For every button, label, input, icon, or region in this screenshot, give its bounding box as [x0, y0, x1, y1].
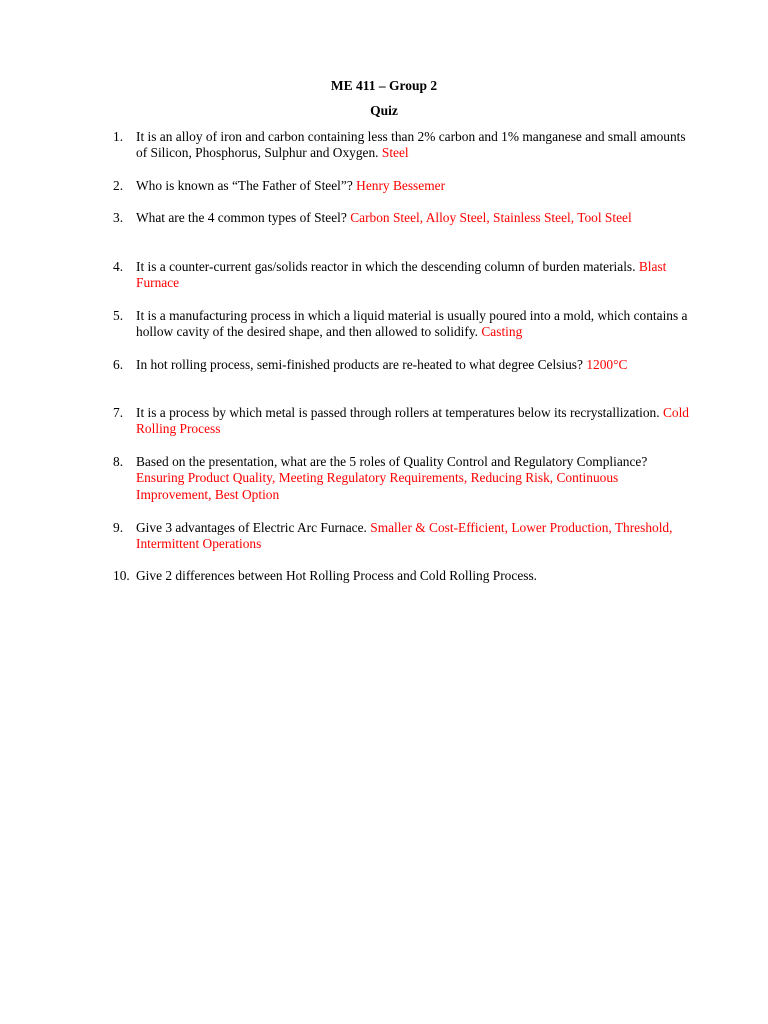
question-text-block [136, 405, 696, 438]
quiz-title: Quiz [370, 103, 398, 118]
question-text: In hot rolling process, semi-finished products are re-heated to what degree Celsius? [136, 357, 583, 372]
answer-text: Smaller & Cost-Efficient, Lower Production, Threshold, Intermittent Operations [136, 520, 673, 552]
question-number: 7. [113, 405, 124, 420]
question-text: Based on the presentation, what are the 5 roles of Quality Control and Regulatory Compliance? [136, 454, 648, 469]
question-text: It is a process by which metal is passed through rollers at temperatures below its recrystallization. [136, 405, 660, 420]
course-title: ME 411 – Group 2 [330, 78, 438, 93]
question-text: It is an alloy of iron and carbon containing less than 2% carbon and 1% manganese and small amounts of Silicon, Phosphorus, Sulphur and Oxygen. [136, 129, 686, 161]
question-text-block [136, 129, 696, 162]
answer-text: 1200°C [586, 357, 628, 372]
question-text: Give 2 differences between Hot Rolling Process and Cold Rolling Process. [136, 568, 538, 583]
question-number: 10. [113, 568, 130, 583]
question-text-block [136, 454, 696, 503]
question-number: 8. [113, 454, 124, 469]
question-text-block [136, 357, 696, 373]
question-text-block [136, 259, 696, 292]
question-text: Give 3 advantages of Electric Arc Furnace. [136, 520, 367, 535]
question-text-block [136, 520, 696, 553]
question-number: 6. [113, 357, 124, 372]
question-number: 5. [113, 308, 124, 323]
question-number: 3. [113, 210, 124, 225]
answer-text: Blast Furnace [136, 259, 667, 291]
question-text-block [136, 178, 696, 194]
question-text: It is a counter-current gas/solids reactor in which the descending column of burden materials. [136, 259, 636, 274]
answer-text: Ensuring Product Quality, Meeting Regulatory Requirements, Reducing Risk, Continuous Improvement, Best Option [136, 470, 619, 502]
answer-text: Carbon Steel, Alloy Steel, Stainless Steel, Tool Steel [350, 210, 632, 225]
question-number: 9. [113, 520, 124, 535]
question-text-block [136, 210, 696, 226]
question-text: What are the 4 common types of Steel? [136, 210, 347, 225]
question-text: It is a manufacturing process in which a liquid material is usually poured into a mold, which contains a hollow cavity of the desired shape, and then allowed to solidify. [136, 308, 688, 340]
answer-text: Cold Rolling Process [136, 405, 689, 437]
question-text: Who is known as “The Father of Steel”? [136, 178, 353, 193]
question-number: 1. [113, 129, 124, 144]
answer-text: Casting [481, 324, 523, 340]
answer-text: Steel [381, 145, 409, 161]
question-text-block [136, 568, 696, 584]
question-number: 2. [113, 178, 124, 193]
answer-text: Henry Bessemer [356, 178, 446, 193]
question-text-block [136, 308, 696, 341]
question-number: 4. [113, 259, 124, 274]
